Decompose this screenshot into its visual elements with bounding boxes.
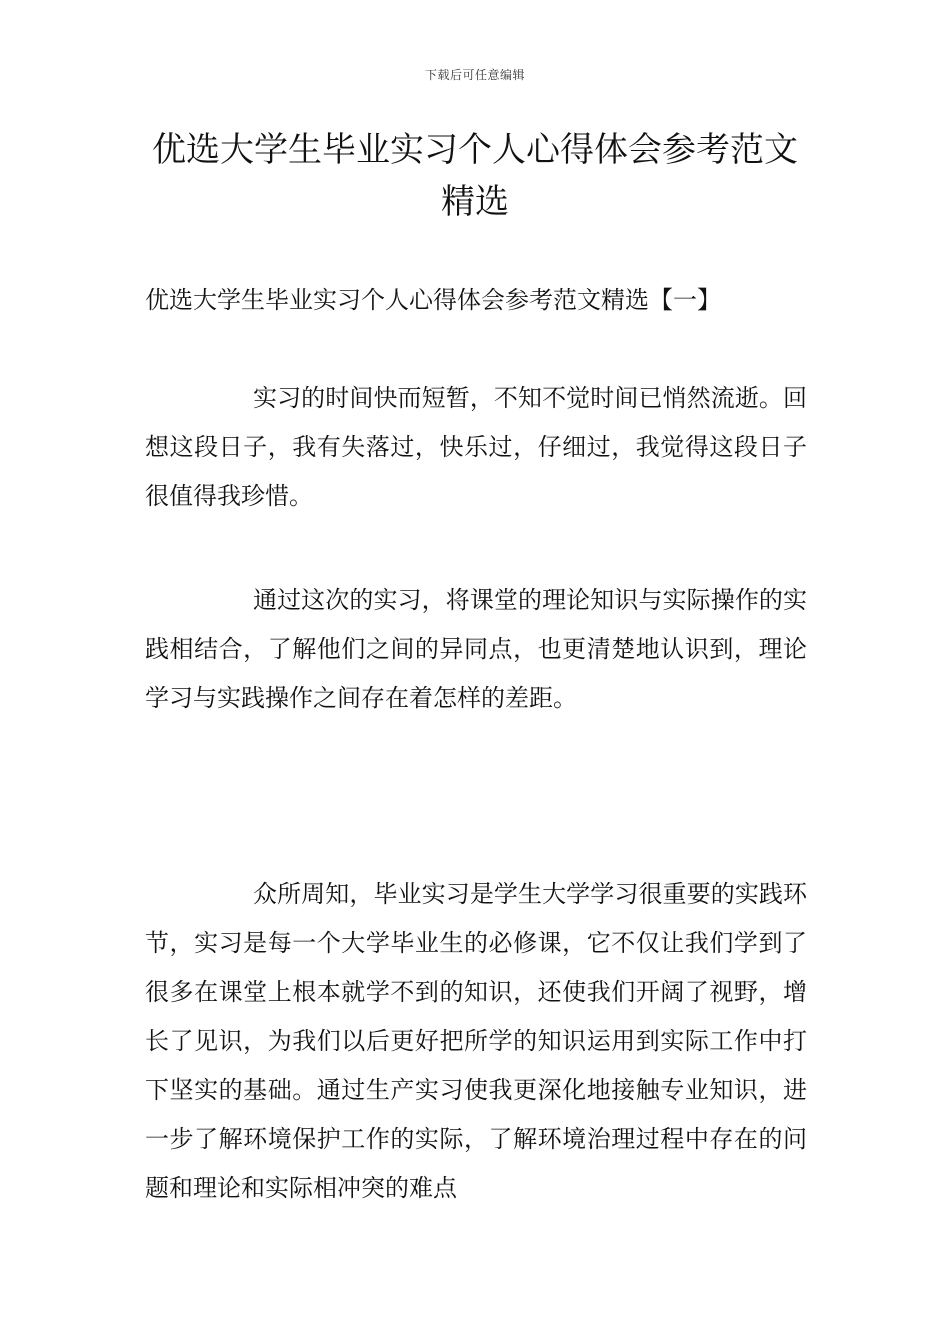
paragraph-1: 实习的时间快而短暂，不知不觉时间已悄然流逝。回想这段日子，我有失落过，快乐过，仔细过，我觉得这段日子很值得我珍惜。 bbox=[145, 384, 807, 510]
document-title: 优选大学生毕业实习个人心得体会参考范文精选 bbox=[152, 130, 798, 222]
section-heading: 优选大学生毕业实习个人心得体会参考范文精选【一】 bbox=[145, 286, 721, 314]
paragraph-3: 众所周知，毕业实习是学生大学学习很重要的实践环节，实习是每一个大学毕业生的必修课，它不仅让我们学到了很多在课堂上根本就学不到的知识，还使我们开阔了视野，增长了见识，为我们以后更好把所学的知识运用到实际工作中打下坚实的基础。通过生产实习使我更深化地接触专业知识，进一步了解环境保护工作的实际，了解环境治理过程中存在的问题和理论和实际相冲突的难点 bbox=[145, 880, 807, 1202]
paragraph-2: 通过这次的实习，将课堂的理论知识与实际操作的实践相结合，了解他们之间的异同点，也更清楚地认识到，理论学习与实践操作之间存在着怎样的差距。 bbox=[145, 586, 807, 712]
header-note: 下载后可任意编辑 bbox=[424, 68, 525, 82]
